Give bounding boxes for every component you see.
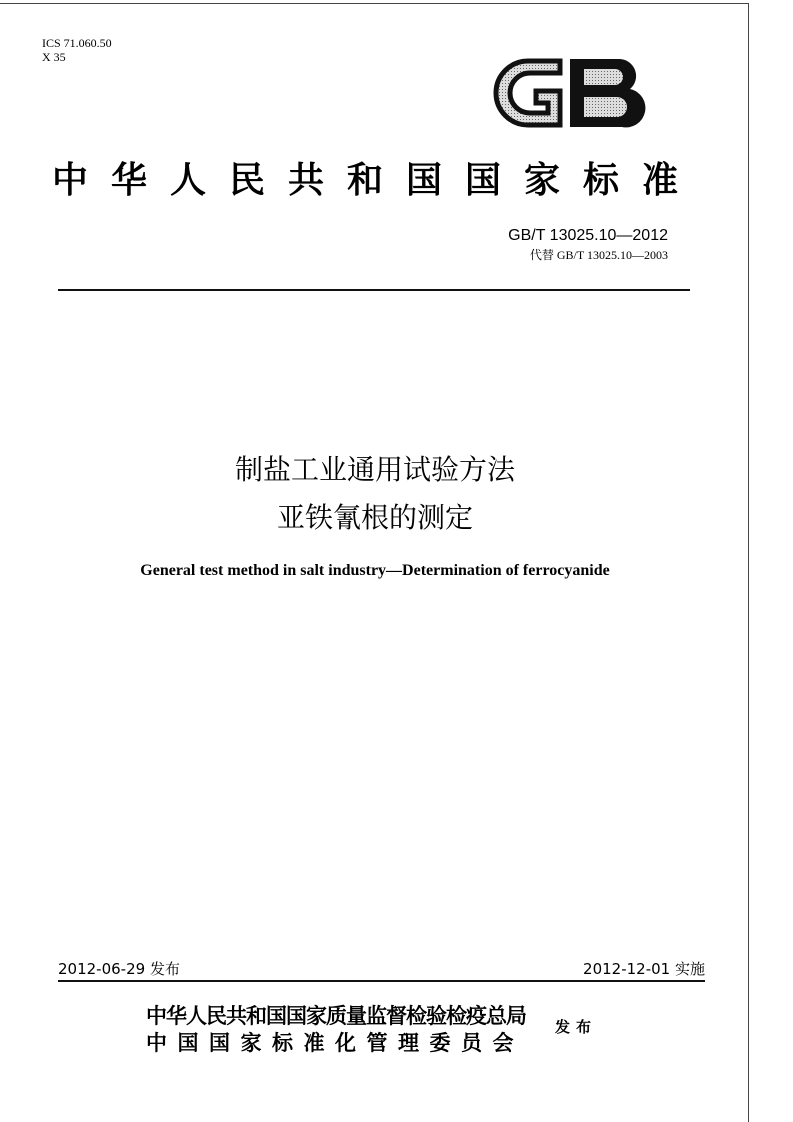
classification-codes [42, 36, 112, 64]
header-divider [58, 289, 690, 291]
english-title: General test method in salt industry—Determination of ferrocyanide [140, 562, 610, 579]
ccs-code: X 35 [42, 50, 66, 64]
national-standard-heading: 中华人民共和国国家标准 [52, 159, 702, 201]
title-line-2: 亚铁氰根的测定 [276, 501, 473, 534]
issue-date: 2012-06-29 发布 [58, 960, 180, 978]
issuer-aqsiq: 中华人民共和国国家质量监督检验检疫总局 [146, 1004, 526, 1028]
effective-date: 2012-12-01 实施 [583, 960, 705, 978]
published-label: 发布 [555, 1018, 598, 1036]
page-border-top [0, 3, 749, 4]
title-line-1: 制盐工业通用试验方法 [234, 453, 515, 486]
ics-code: ICS 71.060.50 [42, 36, 112, 50]
gb-logo [490, 53, 650, 133]
issuer-sac: 中国国家标准化管理委员会 [146, 1031, 524, 1055]
footer-divider [58, 980, 705, 982]
replaces-standard: 代替 GB/T 13025.10—2003 [529, 248, 668, 262]
standard-code: GB/T 13025.10—2012 [508, 227, 668, 244]
